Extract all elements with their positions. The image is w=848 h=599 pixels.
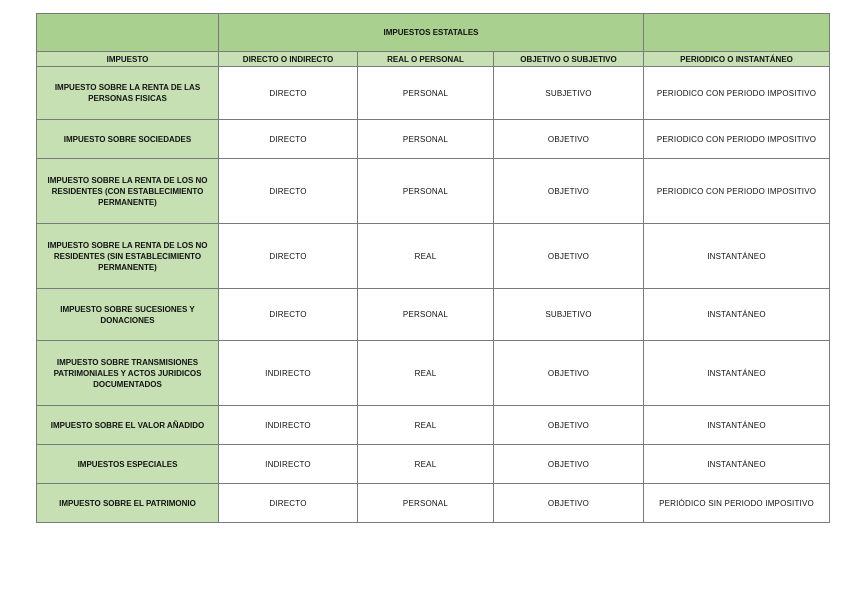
column-header-row bbox=[37, 52, 830, 67]
tax-name-cell: IMPUESTOS ESPECIALES bbox=[37, 445, 219, 484]
table-row bbox=[37, 224, 830, 289]
table-row bbox=[37, 120, 830, 159]
table-row bbox=[37, 289, 830, 341]
table-title-spacer bbox=[37, 14, 219, 52]
directo-indirecto-cell: INDIRECTO bbox=[219, 341, 358, 406]
real-personal-cell: PERSONAL bbox=[358, 289, 494, 341]
tax-name-cell: IMPUESTO SOBRE TRANSMISIONES PATRIMONIALES Y ACTOS JURIDICOS DOCUMENTADOS bbox=[37, 341, 219, 406]
directo-indirecto-cell: DIRECTO bbox=[219, 120, 358, 159]
real-personal-cell: PERSONAL bbox=[358, 159, 494, 224]
periodico-instantaneo-cell: INSTANTÁNEO bbox=[644, 341, 830, 406]
tax-name-cell: IMPUESTO SOBRE LA RENTA DE LOS NO RESIDENTES (SIN ESTABLECIMIENTO PERMANENTE) bbox=[37, 224, 219, 289]
directo-indirecto-cell: DIRECTO bbox=[219, 67, 358, 120]
table-title-row bbox=[37, 14, 830, 52]
real-personal-cell: PERSONAL bbox=[358, 484, 494, 523]
objetivo-subjetivo-cell: SUBJETIVO bbox=[494, 289, 644, 341]
column-header-directo-indirecto: DIRECTO O INDIRECTO bbox=[219, 52, 358, 67]
taxes-table bbox=[36, 13, 830, 523]
periodico-instantaneo-cell: PERIODICO CON PERIODO IMPOSITIVO bbox=[644, 159, 830, 224]
objetivo-subjetivo-cell: OBJETIVO bbox=[494, 406, 644, 445]
table-row bbox=[37, 159, 830, 224]
directo-indirecto-cell: DIRECTO bbox=[219, 289, 358, 341]
objetivo-subjetivo-cell: OBJETIVO bbox=[494, 445, 644, 484]
tax-name-cell: IMPUESTO SOBRE SOCIEDADES bbox=[37, 120, 219, 159]
tax-name-cell: IMPUESTO SOBRE EL PATRIMONIO bbox=[37, 484, 219, 523]
objetivo-subjetivo-cell: OBJETIVO bbox=[494, 224, 644, 289]
real-personal-cell: PERSONAL bbox=[358, 120, 494, 159]
real-personal-cell: REAL bbox=[358, 341, 494, 406]
real-personal-cell: REAL bbox=[358, 445, 494, 484]
periodico-instantaneo-cell: PERIODICO CON PERIODO IMPOSITIVO bbox=[644, 120, 830, 159]
column-header-impuesto: IMPUESTO bbox=[37, 52, 219, 67]
objetivo-subjetivo-cell: OBJETIVO bbox=[494, 120, 644, 159]
table-row bbox=[37, 484, 830, 523]
directo-indirecto-cell: INDIRECTO bbox=[219, 445, 358, 484]
tax-name-cell: IMPUESTO SOBRE SUCESIONES Y DONACIONES bbox=[37, 289, 219, 341]
table-row bbox=[37, 406, 830, 445]
periodico-instantaneo-cell: INSTANTÁNEO bbox=[644, 224, 830, 289]
directo-indirecto-cell: DIRECTO bbox=[219, 224, 358, 289]
column-header-objetivo-subjetivo: OBJETIVO O SUBJETIVO bbox=[494, 52, 644, 67]
real-personal-cell: REAL bbox=[358, 224, 494, 289]
column-header-periodico-instantaneo: PERIODICO O INSTANTÁNEO bbox=[644, 52, 830, 67]
periodico-instantaneo-cell: PERIÓDICO SIN PERIODO IMPOSITIVO bbox=[644, 484, 830, 523]
table-row bbox=[37, 67, 830, 120]
periodico-instantaneo-cell: PERIODICO CON PERIODO IMPOSITIVO bbox=[644, 67, 830, 120]
real-personal-cell: REAL bbox=[358, 406, 494, 445]
periodico-instantaneo-cell: INSTANTÁNEO bbox=[644, 445, 830, 484]
table-title-spacer bbox=[644, 14, 830, 52]
objetivo-subjetivo-cell: SUBJETIVO bbox=[494, 67, 644, 120]
table-row bbox=[37, 341, 830, 406]
objetivo-subjetivo-cell: OBJETIVO bbox=[494, 341, 644, 406]
directo-indirecto-cell: DIRECTO bbox=[219, 159, 358, 224]
tax-name-cell: IMPUESTO SOBRE LA RENTA DE LAS PERSONAS FISICAS bbox=[37, 67, 219, 120]
objetivo-subjetivo-cell: OBJETIVO bbox=[494, 159, 644, 224]
table-row bbox=[37, 445, 830, 484]
periodico-instantaneo-cell: INSTANTÁNEO bbox=[644, 406, 830, 445]
directo-indirecto-cell: DIRECTO bbox=[219, 484, 358, 523]
periodico-instantaneo-cell: INSTANTÁNEO bbox=[644, 289, 830, 341]
real-personal-cell: PERSONAL bbox=[358, 67, 494, 120]
directo-indirecto-cell: INDIRECTO bbox=[219, 406, 358, 445]
objetivo-subjetivo-cell: OBJETIVO bbox=[494, 484, 644, 523]
tax-name-cell: IMPUESTO SOBRE LA RENTA DE LOS NO RESIDENTES (CON ESTABLECIMIENTO PERMANENTE) bbox=[37, 159, 219, 224]
table-title: IMPUESTOS ESTATALES bbox=[219, 14, 644, 52]
tax-name-cell: IMPUESTO SOBRE EL VALOR AÑADIDO bbox=[37, 406, 219, 445]
column-header-real-personal: REAL O PERSONAL bbox=[358, 52, 494, 67]
